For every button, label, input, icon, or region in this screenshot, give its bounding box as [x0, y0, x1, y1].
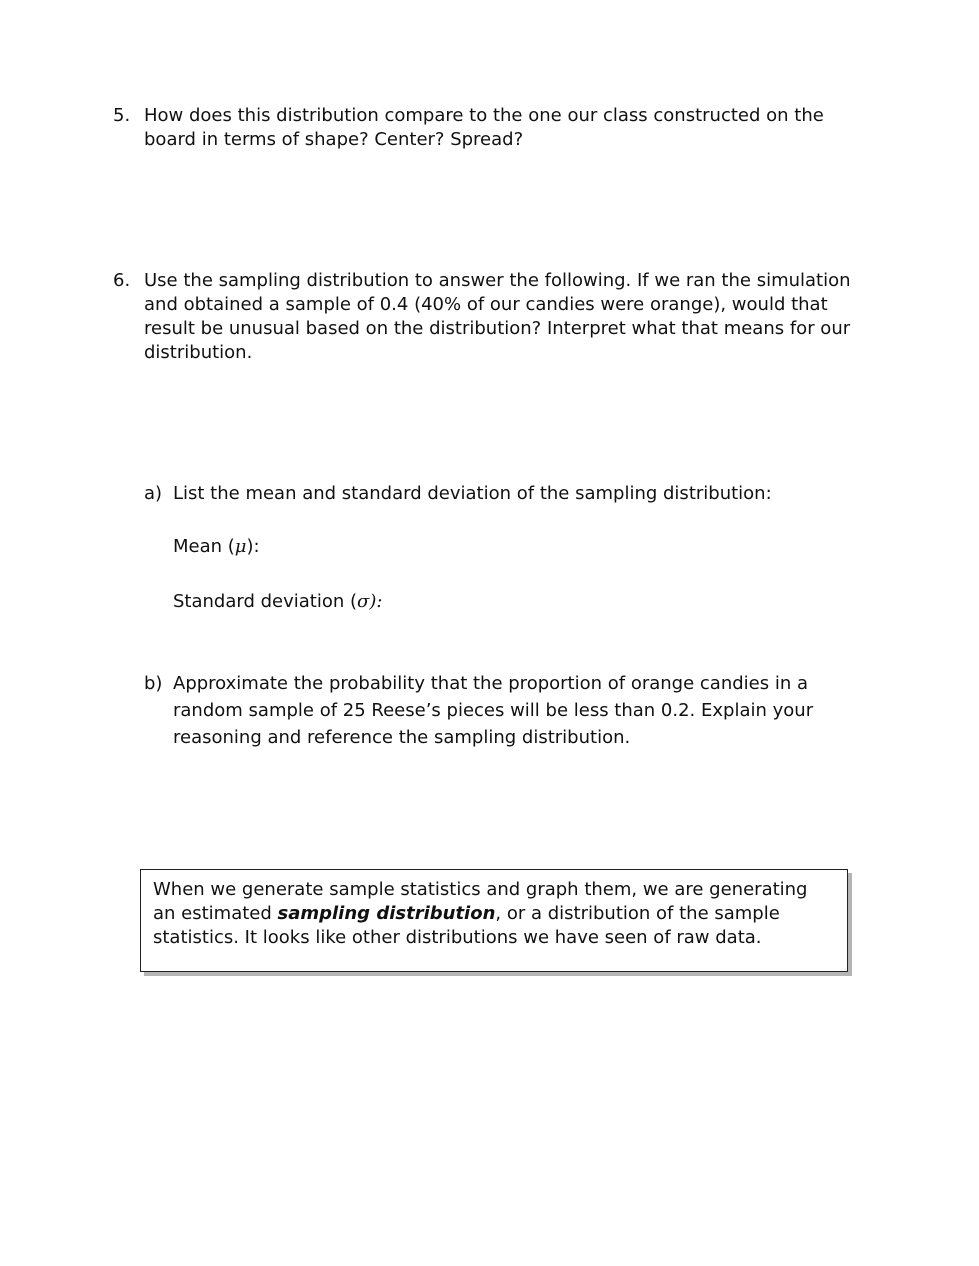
question-5 — [113, 104, 873, 152]
note-text-after: , or a distribution of the sample statistics. It looks like other distributions we have seen of raw data. — [153, 903, 780, 948]
question-5-number: 5. — [113, 105, 131, 126]
definition-note-box — [140, 869, 848, 972]
note-text-before: When we generate sample statistics and graph them, we are generating an estimated — [153, 879, 808, 924]
sd-label-close: ): — [369, 591, 383, 612]
sigma-symbol: σ — [357, 591, 370, 612]
part-b — [144, 670, 864, 751]
question-5-text: How does this distribution compare to the one our class constructed on the board in terms of shape? Center? Spread? — [144, 105, 824, 150]
question-6 — [113, 269, 873, 365]
standard-deviation-label — [173, 590, 382, 614]
mean-label — [173, 535, 260, 559]
mean-label-close: ): — [246, 536, 260, 557]
mu-symbol: μ — [234, 536, 247, 557]
part-b-text: Approximate the probability that the proportion of orange candies in a random sample of 25 Reese’s pieces will be less than 0.2. Explain your reasoning and reference the sampling distribution. — [173, 673, 814, 748]
question-6-text: Use the sampling distribution to answer the following. If we ran the simulation and obtained a sample of 0.4 (40% of our candies were orange), would that result be unusual based on the distribution? Interpret what that means for our distribution. — [144, 270, 851, 363]
part-a-letter: a) — [144, 483, 163, 504]
sd-label-text: Standard deviation ( — [173, 591, 358, 612]
question-6-number: 6. — [113, 270, 131, 291]
note-emphasis: sampling distribution — [277, 903, 496, 924]
part-b-letter: b) — [144, 673, 163, 694]
mean-label-text: Mean ( — [173, 536, 235, 557]
part-a — [144, 482, 864, 506]
part-a-text: List the mean and standard deviation of the sampling distribution: — [173, 483, 772, 504]
